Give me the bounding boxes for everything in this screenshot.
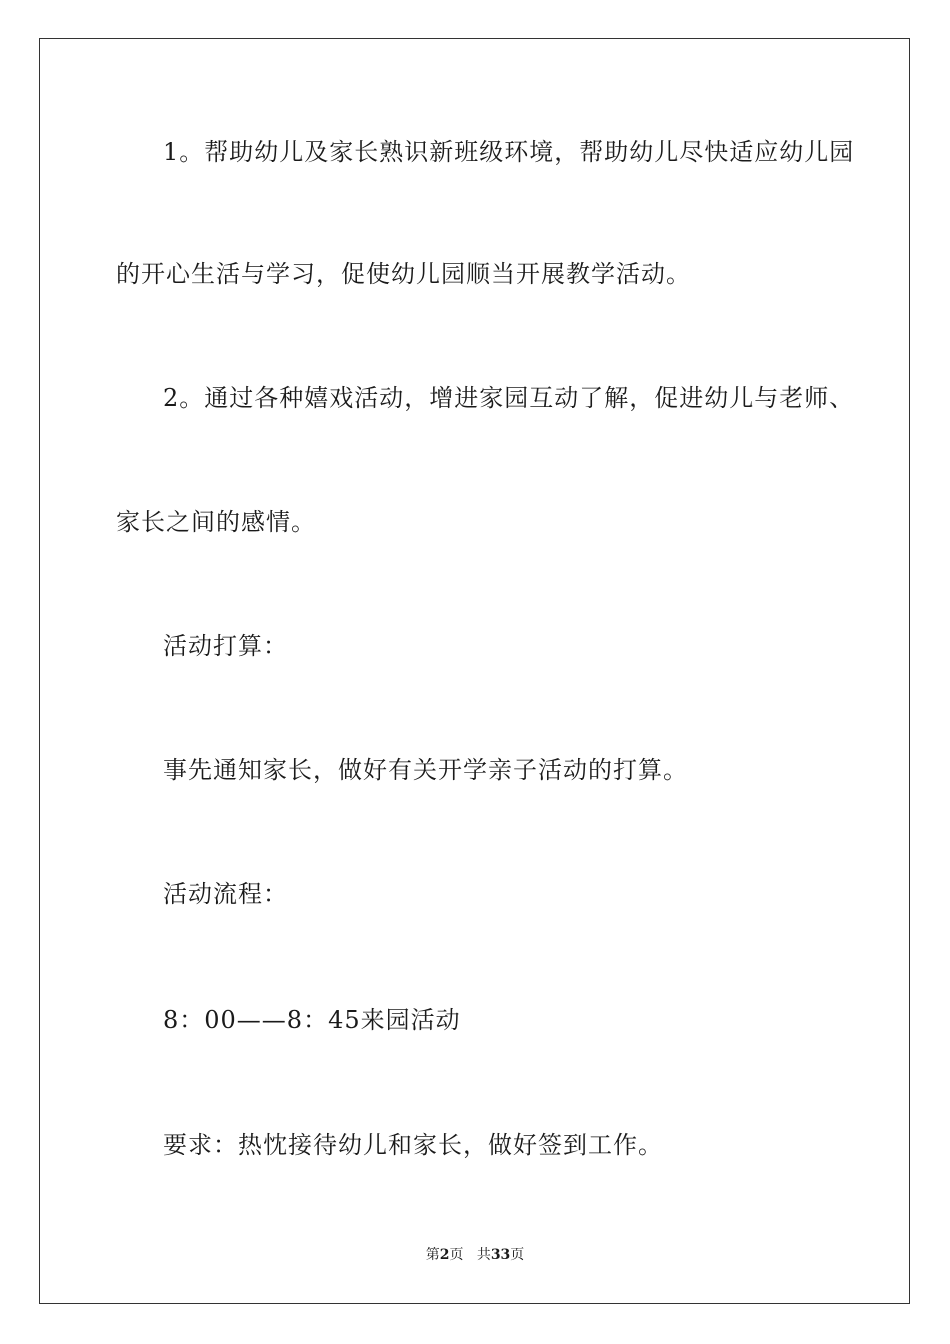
footer-page-number: 2 — [439, 1247, 450, 1263]
paragraph-2-line-1: 2。通过各种嬉戏活动，增进家园互动了解，促进幼儿与老师、 — [163, 384, 855, 412]
footer-total-prefix: 共 — [476, 1247, 491, 1263]
footer-page-prefix: 第 — [425, 1247, 440, 1263]
page-footer — [0, 1246, 950, 1264]
requirement-text: 要求：热忱接待幼儿和家长，做好签到工作。 — [163, 1131, 663, 1159]
section-heading-preparation: 活动打算： — [163, 632, 288, 660]
paragraph-1-line-2: 的开心生活与学习，促使幼儿园顺当开展教学活动。 — [116, 260, 691, 288]
section-heading-process: 活动流程： — [163, 880, 288, 908]
paragraph-2-line-2: 家长之间的感情。 — [116, 508, 316, 536]
footer-total-pages: 33 — [490, 1247, 511, 1263]
schedule-item: 8：00——8：45来园活动 — [163, 1006, 461, 1034]
footer-total-suffix: 页 — [510, 1247, 525, 1263]
paragraph-preparation: 事先通知家长，做好有关开学亲子活动的打算。 — [163, 756, 688, 784]
footer-page-suffix: 页 — [449, 1247, 464, 1263]
page-border — [39, 38, 910, 1304]
paragraph-1-line-1: 1。帮助幼儿及家长熟识新班级环境，帮助幼儿尽快适应幼儿园 — [163, 138, 855, 166]
